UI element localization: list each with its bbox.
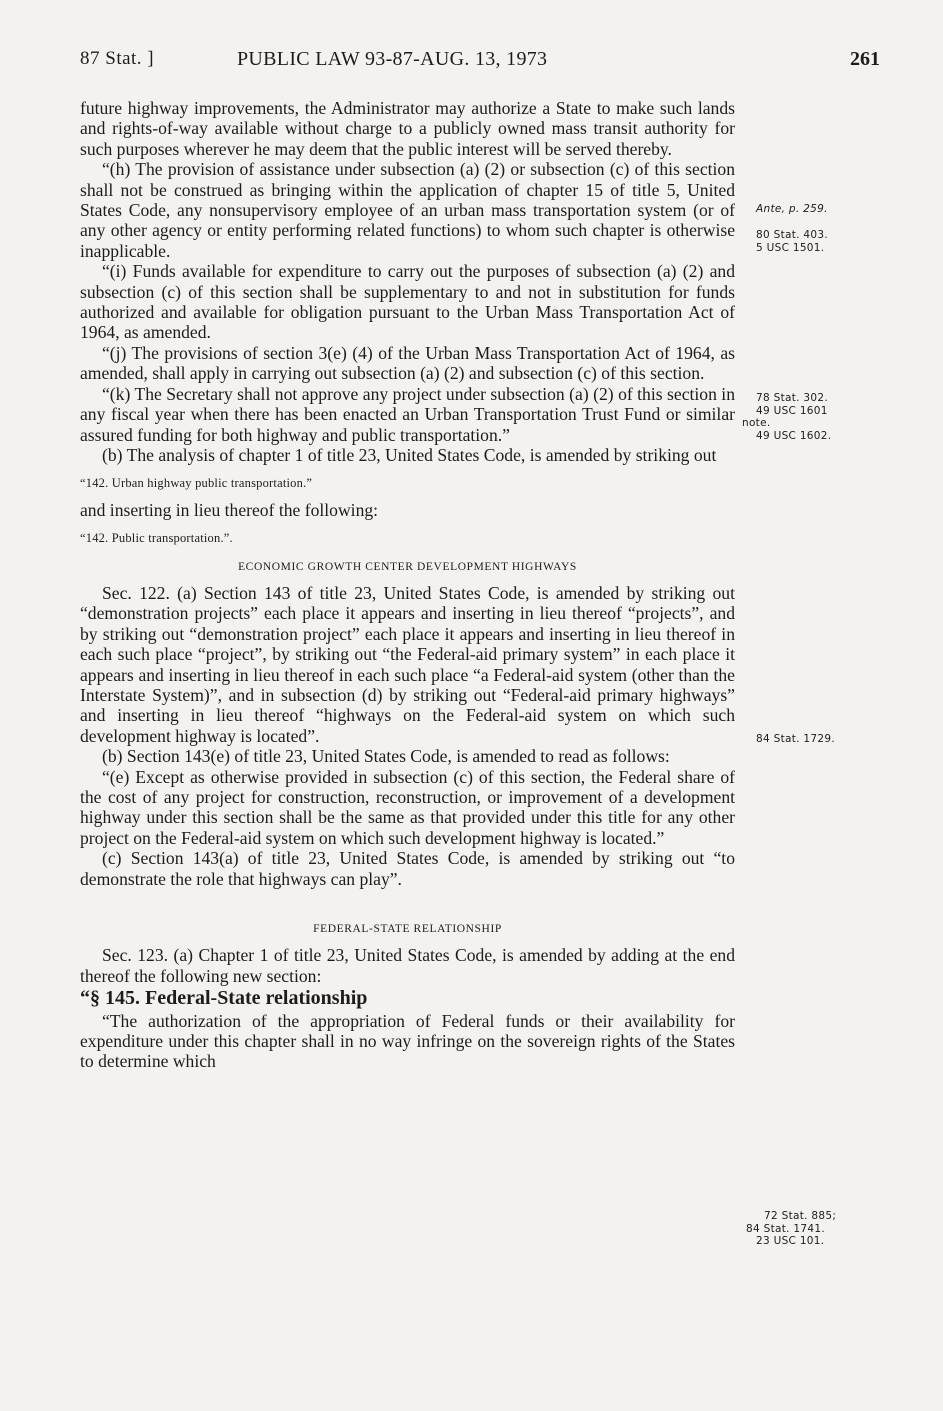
section-heading: FEDERAL-STATE RELATIONSHIP [313,923,502,936]
margin-note-line: 80 Stat. 403. [756,229,828,241]
main-text [80,98,735,1072]
paragraph: “The authorization of the appropriation of Federal funds or their availability for expenditure under this chapter shall in no way infringe on the sovereign rights of the States to determine which [80,1010,735,1072]
quoted-analysis-line: “142. Public transportation.”. [80,531,233,546]
paragraph: “(k) The Secretary shall not approve any project under subsection (a) (2) of this section in any fiscal year when there has been enacted an Urban Transportation Trust Fund or similar assured funding for both highway and public transportation.” [80,383,735,445]
margin-note-line: 84 Stat. 1741. [746,1222,825,1235]
margin-note-line: 72 Stat. 885; [764,1210,837,1222]
margin-note-line: 23 USC 101. [756,1235,825,1247]
paragraph: “(h) The provision of assistance under subsection (a) (2) or subsection (c) of this section shall not be construed as bringing within the application of chapter 15 of title 5, United States Code, any nonsupervisory employee of an urban mass transportation system (or of any other agency or entity performing related functions) to whom such chapter is otherwise inapplicable. [80,159,735,261]
margin-note-line: 78 Stat. 302. [756,392,828,404]
paragraph: (b) The analysis of chapter 1 of title 23, United States Code, is amended by striking out [102,444,717,465]
margin-note-line: Ante, p. 259. [756,203,828,215]
margin-note [756,229,866,254]
margin-note-line: 84 Stat. 1729. [756,733,835,745]
margin-note [756,733,866,746]
margin-note-line: 5 USC 1501. [756,241,825,254]
page-number: 261 [850,48,880,70]
law-title: PUBLIC LAW 93-87-AUG. 13, 1973 [237,48,548,70]
paragraph: “(e) Except as otherwise provided in subsection (c) of this section, the Federal share of the cost of any project for construction, reconstruction, or improvement of a development highway under this section shall be the same as that provided under this title for any other project on the Federal-aid system on which such development highway is located.” [80,766,735,848]
new-section-title: “§ 145. Federal-State relationship [80,987,368,1010]
paragraph: Sec. 122. (a) Section 143 of title 23, United States Code, is amended by striking out “demonstration projects” each place it appears and inserting in lieu thereof “projects”, and by striking out “demonstration project” each place it appears and inserting in lieu thereof in each such place “project”, by striking out “the Federal-aid primary system” in each place it appears and inserting in lieu thereof in each such place “a Federal-aid system (other than the Interstate System)”, and in subsection (d) by striking out “Federal-aid primary highways” and inserting in lieu thereof “highways on the Federal-aid system on which such development highway is located”. [80,582,735,746]
paragraph: Sec. 123. (a) Chapter 1 of title 23, United States Code, is amended by adding at the end thereof the following new section: [80,945,735,986]
margin-note-line: 49 USC 1602. [756,429,832,442]
section-heading: ECONOMIC GROWTH CENTER DEVELOPMENT HIGHWAYS [238,560,577,573]
running-header [80,48,880,78]
margin-note [756,203,866,216]
paragraph: future highway improvements, the Administrator may authorize a State to make such lands and rights-of-way available without charge to a publicly owned mass transit authority for such purposes wherever he may deem that the public interest will be served thereby. [80,98,735,159]
paragraph: (b) Section 143(e) of title 23, United States Code, is amended to read as follows: [102,746,670,767]
quoted-analysis-line: “142. Urban highway public transportation.” [80,476,313,491]
paragraph: and inserting in lieu thereof the following: [80,499,379,520]
paragraph: “(j) The provisions of section 3(e) (4) of the Urban Mass Transportation Act of 1964, as amended, shall apply in carrying out subsection (a) (2) and subsection (c) of this section. [80,342,735,384]
margin-note [742,392,866,442]
paragraph: “(i) Funds available for expenditure to carry out the purposes of subsection (a) (2) and subsection (c) of this section shall be supplementary to and not in substitution for funds authorized and available for obligation pursuant to the Urban Mass Transportation Act of 1964, as amended. [80,261,735,343]
paragraph: (c) Section 143(a) of title 23, United States Code, is amended by striking out “to demonstrate the role that highways can play”. [80,848,735,889]
margin-note [746,1210,866,1248]
margin-note-line: 49 USC 1601 [756,404,828,417]
statute-volume: 87 Stat. ] [80,48,155,69]
margin-note-line: note. [742,417,771,429]
